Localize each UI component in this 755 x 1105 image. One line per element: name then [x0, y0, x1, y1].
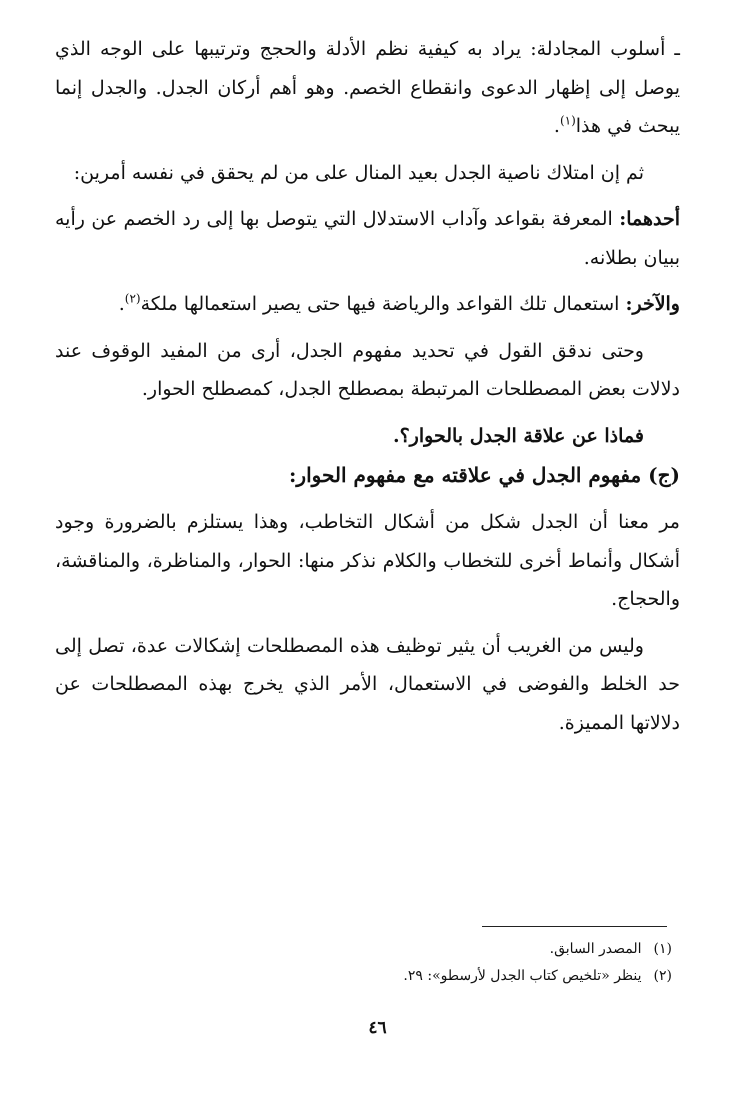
footnote-text: المصدر السابق.: [549, 941, 642, 957]
first-condition-text: المعرفة بقواعد وآداب الاستدلال التي يتوصل بها إلى رد الخصم عن رأيه ببيان بطلانه.: [55, 208, 680, 269]
footnote-item: [112, 963, 672, 990]
second-condition-lead: والآخر:: [625, 293, 680, 315]
paragraph-argument-style: [55, 30, 680, 146]
paragraph-forms-of-discourse: مر معنا أن الجدل شكل من أشكال التخاطب، وهذا يستلزم بالضرورة وجود أشكال وأنماط أخرى للتخطاب والكلام نذكر منها: الحوار، والمناظرة، والمناقشة، والحجاج.: [55, 511, 680, 610]
first-condition-lead: أحدهما:: [619, 208, 680, 230]
footnote-item: [112, 936, 672, 963]
paragraph-second-condition: [55, 285, 680, 324]
footnotes: [112, 936, 672, 990]
paragraph-end-mark: .: [553, 115, 560, 137]
page-number: ٤٦: [368, 1018, 387, 1038]
paragraph-first-condition: [55, 200, 680, 277]
footnote-divider: [482, 926, 667, 927]
footnote-number: (٢): [653, 968, 672, 984]
paragraph-question: فماذا عن علاقة الجدل بالحوار؟.: [392, 424, 644, 447]
section-heading: (ج) مفهوم الجدل في علاقته مع مفهوم الحوار:: [289, 463, 680, 487]
paragraph-two-conditions: ثم إن امتلاك ناصية الجدل بعيد المنال على من لم يحقق في نفسه أمرين:: [73, 161, 644, 184]
footnote-number: (١): [653, 941, 672, 957]
paragraph-terminology-problems: وليس من الغريب أن يثير توظيف هذه المصطلحات إشكالات عدة، تصل إلى حد الخلط والفوضى في الاستعمال، الأمر الذي يخرج بهذه المصطلحات عن دلالاتها المميزة.: [55, 634, 680, 734]
footnote-ref-1: (١): [559, 113, 576, 128]
paragraph-text: ـ أسلوب المجادلة: يراد به كيفية نظم الأدلة والحجج وترتيبها على الوجه الذي يوصل إلى إظهار الدعوى وانقطاع الخصم. وهو أهم أركان الجدل. والجدل إنما يبحث في هذا: [55, 38, 680, 137]
paragraph-related-terms: وحتى ندقق القول في تحديد مفهوم الجدل، أرى من المفيد الوقوف عند دلالات بعض المصطلحات المرتبطة بمصطلح الجدل، كمصطلح الحوار.: [55, 339, 680, 400]
paragraph-end-mark: .: [118, 293, 125, 315]
footnote-text: ينظر «تلخيص كتاب الجدل لأرسطو»: ٢٩.: [403, 968, 642, 984]
footnote-ref-2: (٢): [124, 291, 141, 306]
page-body: [55, 30, 680, 742]
second-condition-text: استعمال تلك القواعد والرياضة فيها حتى يصير استعمالها ملكة: [140, 293, 626, 315]
